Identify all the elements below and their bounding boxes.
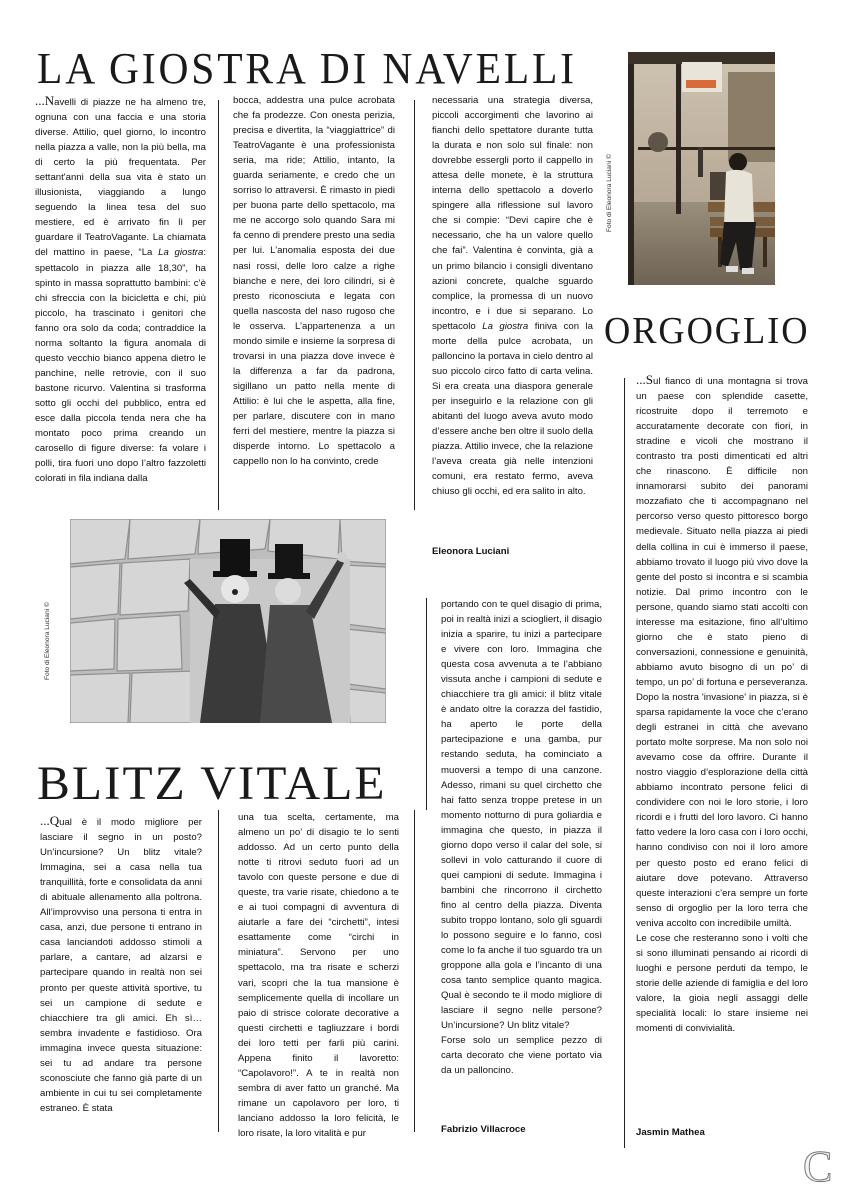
column-divider: [218, 810, 219, 1132]
text: : spettacolo in piazza alle 18,30”, ha spinto in massa soprattutto bambini: c’è chi sfreccia con la bicicletta e chi, più piccolo, ha trascinato i genitori che fanno ora solo da coda; contraddice la norma soltanto la figura anomala di questo vecchio bianco appena dietro le panchine, nelle retrovie, con il suo bastone ricurvo. Valentina si trasforma sotto gli occhi del pubblico, entra ed esce dalla piccola tenda nera che ha montato poco prima creando un carosello di figure diverse: fa volare i polli, tira fuori uno dopo l’altro fazzoletti colorati in fila indiana dalla: [35, 247, 206, 485]
column-divider: [414, 810, 415, 1132]
article-giostra-column-1: [35, 93, 206, 503]
column-divider: [218, 100, 219, 510]
drop-lead: ...S: [636, 372, 653, 387]
article-title-giostra: LA GIOSTRA DI NAVELLI: [37, 44, 577, 93]
author-fabrizio-villacroce: Fabrizio Villacroce: [441, 1124, 526, 1135]
text: ual è il modo migliore per lasciare il segno in un posto? Un’incursione? Un blitz vitale? Immagina, sei a casa nella tua tranquillità, forte e consolidata da anni di abituale allenamento alla poltrona. All’improvviso una persona ti entra in casa, anzi, due persone ti entrano in casa lanciandoti addosso stimoli a parlare, a cantare, ad alzarsi e partecipare quando in realtà non sei pronto per queste attività sportive, tu sei un campione di sedute e chiacchiere tra gli amici. Eh sì… sembra invadente e fastidioso. Ora immagina invece questa situazione: sei tu ad andare tra persone sconosciute che fanno già parte di un ambiente in cui tu sei completamente estraneo. È stata: [40, 817, 202, 1114]
article-orgoglio-column: [636, 372, 808, 1142]
author-jasmin-mathea: Jasmin Mathea: [636, 1127, 705, 1138]
photo-credit-bench: Foto di Eleonora Luciani ©: [606, 154, 613, 232]
column-divider: [414, 100, 415, 510]
clowns-photo-image: [70, 519, 386, 723]
page-section-mark: C: [803, 1142, 833, 1191]
article-blitz-column-1: [40, 813, 202, 1135]
text: bocca, addestra una pulce acrobata che fa prodezze. Con onesta perizia, precisa e divertita, la “viaggiattrice” di TeatroVagante è una professionista seria, ma ride; Attilio, intanto, la guarda seriamente, e credo che un sorriso lo attraversi. È rimasto in piedi per buona parte dello spettacolo, ma me ne accorgo solo quando Sara mi fa cenno di prendere presto una sedia per lui. L’anomalia esposta dei due nasi rossi, delle loro calze a righe bianche e nere, dei loro cilindri, si è presto riconosciuta e legata con quella nascosta del naso rugoso che le osserva. L’appartenenza a un mondo simile e insieme la sorpresa di trovarsi in una piazza dove invece è la differenza a far da padrona, sigillano un patto nella mente di Attilio: è lui che le aspetta, alla fine, per parlare, discutere con in mano ferri del mestiere, mentre la piazza si disperde intorno. Lo spettacolo a cappello non lo ha convinto, crede: [233, 95, 395, 468]
paragraph: Dopo la nostra 'invasione' in piazza, si è sparsa rapidamente la voce che c’erano degli estranei in città che avevano portato molte sorprese. Ma non solo noi avevamo cose da offrire. Durante il nostro viaggio d’esplorazione della città abbiamo incontrato persone felici di condividere con noi le loro storie, i loro ricordi e i frutti del loro lavoro. Ci hanno fatto vedere la loro casa con i loro occhi, hanno condiviso con noi il loro amore per questo posto ed erano felici di aiutare dove potevano. Attraverso queste interazioni c’era sempre un forte senso di orgoglio per la loro terra che veniva accolto con incredibile umiltà.: [636, 691, 808, 929]
paragraph: portando con te quel disagio di prima, poi in realtà inizi a sciogliert, il disagio inizia a sparire, tu inizi a partecipare e vivere con loro. Immagina che questa cosa avvenuta a te l’abbiano vissuta anche i campioni di sedute e chiacchiere tra gli amici: il blitz vitale è andato oltre la corazza del fastidio, ha aperto le porte della partecipazione e una gamba, pur restando seduta, ha cominciato a muoversi a tempo di una canzone. Adesso, rimani su quel circhetto che hai fatto senza troppe pretese in un momento notturno di pura goliardia e immagina che questo, in piazza il giorno dopo verso il calar del sole, si sollevi in volo catturando il cuore di quei campioni di sedute. Immagina i bambini che rincorrono il circhetto fino al centro della piazza. Diventa subito troppo lontano, solo gli sguardi lo possono seguire e lo fanno, così come lo fa anche il tuo sguardo tra un groppone alla gola e l’incanto di una cosa tanto semplice quanto magica. Qual è secondo te il modo migliore di lasciare il segno nelle persone? Un’incursione? Un blitz vitale?: [441, 599, 602, 1032]
paragraph: Forse solo un semplice pezzo di carta decorato che viene portato via da un palloncino.: [441, 1035, 602, 1077]
column-divider: [624, 378, 625, 1148]
bench-photo-image: [628, 52, 775, 285]
article-blitz-column-2: [238, 810, 399, 1145]
text: ul fianco di una montagna si trova un paese con splendide casette, ricostruite dopo il terremoto e accuratamente decorate con fiori, in stradine e vicoli che mostrano il contrasto tra posti dimenticati ed altri che rinascono. È difficile non innamorarsi subito dei panorami mozzafiato che ti accompagnano nel percorso verso questo pittoresco borgo medievale. Situato nella piazza ai piedi della collina in cui è immerso il paese, abbiamo trovato il luogo più vivo dove la gente del posto si incontra e si scambia notizie. Dal primo incontro con le persone, quando siamo stati accolti con interesse ma esitazione, fino all’ultimo giorno che è stato pieno di conversazioni, connessione e genuinità, abbiamo avuto bisogno di un po’ di tempo, un po’ di fortuna e perseveranza.: [636, 376, 808, 688]
show-title-italic: La giostra: [482, 320, 529, 332]
article-blitz-column-3: [441, 597, 602, 1112]
article-title-orgoglio: ORGOGLIO: [604, 310, 810, 352]
text: necessaria una strategia diversa, piccoli accorgimenti che lavorino ai fianchi dello spettatore durante tutta la durata e non solo sul finale: non dovrebbe essergli porto il cappello in attesa delle monete, è la struttura interna dello spettacolo a doverlo spingere alla riflessione sul lavoro che si compie: “Devi capire che è necessario, che ha un valore quello che fai”. Valentina è convinta, già a un primo bilancio i consigli diventano azioni concrete, qualche sguardo complice, la promessa di un nuovo incontro, e i due si separano. Lo spettacolo: [432, 95, 593, 332]
drop-lead: ...N: [35, 93, 55, 108]
drop-lead: ...Q: [40, 813, 60, 828]
text: avelli di piazze ne ha almeno tre, ognuna con una faccia e una storia diverse. Attilio, quel giorno, lo incontro nella piazza a valle, non la più bella, ma di certo la più frequentata. Per settant'anni della sua vita è stato un illusionista, viaggiando a lungo seguendo la linea tesa del suo mestiere, ed è arrivato fin lì per guardare il TeatroVagante. La chiamata del mattino in paese, “La: [35, 97, 206, 259]
paragraph: Le cose che resteranno sono i volti che si sono illuminati pensando ai ricordi di luoghi e persone perduti da tempo, le storie delle aziende di famiglia e del loro valore, la gioia negli assaggi delle specialità locali: lo stare insieme nei momenti di convivialità.: [636, 932, 808, 1035]
article-title-blitz-vitale: BLITZ VITALE: [37, 757, 387, 810]
photo-bench-piazza: [628, 52, 775, 285]
column-divider: [426, 598, 427, 810]
photo-credit-clowns: Foto di Eleonora Luciani ©: [44, 602, 51, 680]
text: una tua scelta, certamente, ma almeno un po’ di disagio te lo senti addosso. Ad un certo punto della notte ti ritrovi seduto fuori ad un tavolo con queste persone e due di queste, tra varie risate, chiedono a te e ai tuoi compagni di avventura di aiutarle a fare dei “circhetti”, intesi esattamente come “circhi in miniatura”. Servono per uno spettacolo, ma tra risate e scherzi vari, scopri che la tua mansione è semplicemente quella di incollare un paio di strisce colorate decorative a questi circhetti e tagliuzzare i bordi dei loro tetti per farli più carini. Appena finito il lavoretto: “Capolavoro!”. A te in realtà non sembra di aver fatto un granché. Ma rimane un capolavoro per loro, ti lanciano addosso la loro felicità, le loro risate, la loro vitalità e pur: [238, 812, 399, 1139]
show-title-italic: La giostra: [158, 247, 204, 259]
photo-clowns-wall: [70, 519, 386, 723]
text: finiva con la morte della pulce acrobata, un palloncino la portava in cielo dentro al suo piccolo circo fatto di carta velina. Si era creata una diaspora generale per inseguirlo e la relazione con gli abitanti del luogo aveva avuto modo d’essere anche ben oltre il suolo della piazza. Attilio invece, che la relazione l’aveva creata già nelle intenzioni comuni, era restato fermo, aveva chiuso gli occhi, ed era salito in alto.: [432, 320, 593, 498]
article-giostra-column-3: [432, 93, 593, 533]
author-eleonora-luciani: Eleonora Luciani: [432, 546, 510, 557]
article-giostra-column-2: [233, 93, 395, 503]
